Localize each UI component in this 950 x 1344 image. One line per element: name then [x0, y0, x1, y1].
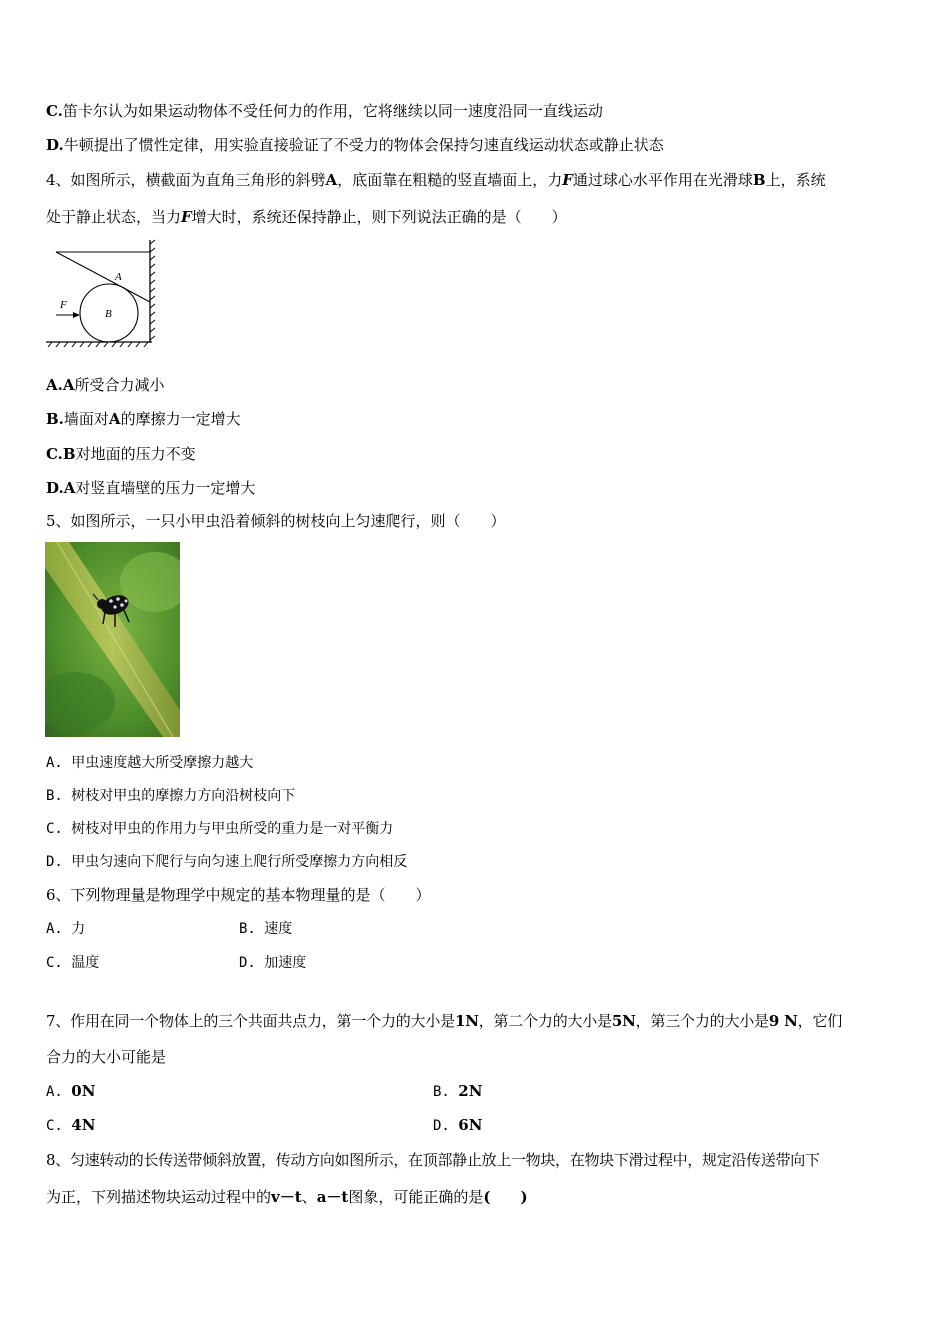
q4-option-b [46, 409, 241, 429]
option-value: 4N [71, 1116, 96, 1134]
q8-stem-line1: 8、匀速转动的长传送带倾斜放置，传动方向如图所示，在顶部静止放上一物块，在物块下滑过程中，规定沿传送带向下 [46, 1151, 820, 1169]
label-b: B [105, 308, 112, 320]
text: ，第三个力的大小是 [635, 1012, 769, 1030]
q4-wedge-ball-figure [44, 238, 156, 350]
option-letter: C. [46, 1118, 72, 1134]
option-text: 所受合力减小 [74, 376, 165, 394]
q3-option-d [46, 135, 664, 155]
option-value: 0N [71, 1082, 96, 1100]
option-text: 的摩擦力一定增大 [120, 410, 241, 428]
q4-option-a [46, 375, 165, 395]
text: ，底面靠在粗糙的竖直墙面上，力 [337, 171, 563, 189]
force-value: 1N [454, 1012, 479, 1030]
option-text: 对地面的压力不变 [75, 445, 196, 463]
q5-option-a: A. 甲虫速度越大所受摩擦力越大 [46, 755, 254, 771]
option-letter: A.A [46, 376, 75, 394]
q4-option-d [46, 478, 255, 498]
option-letter: D.A [46, 479, 76, 497]
option-text: 对竖直墙壁的压力一定增大 [75, 479, 256, 497]
option-letter: D. [46, 136, 64, 154]
q7-option-d [433, 1115, 482, 1136]
q5-option-d: D. 甲虫匀速向下爬行与向匀速上爬行所受摩擦力方向相反 [46, 854, 408, 870]
text: 4、如图所示，横截面为直角三角形的斜劈 [46, 171, 326, 189]
option-value: 2N [458, 1082, 483, 1100]
option-letter: D. [433, 1118, 459, 1134]
text: 通过球心水平作用在光滑球 [572, 171, 753, 189]
option-text: 笛卡尔认为如果运动物体不受任何力的作用，它将继续以同一速度沿同一直线运动 [62, 102, 603, 120]
q6-option-c: C. 温度 [46, 955, 100, 971]
q3-option-c [46, 101, 603, 121]
option-letter: C. [46, 102, 63, 120]
graph-type: a－t [316, 1188, 349, 1206]
symbol-f: F [562, 171, 573, 189]
q7-stem-line2: 合力的大小可能是 [46, 1048, 167, 1066]
q7-stem-line1 [46, 1011, 842, 1031]
q4-stem-line2 [46, 207, 567, 227]
q5-option-c: C. 树枝对甲虫的作用力与甲虫所受的重力是一对平衡力 [46, 821, 394, 837]
q4-option-c [46, 444, 196, 464]
symbol-a: A [325, 171, 338, 189]
text: 增大时，系统还保持静止，则下列说法正确的是（ ） [191, 208, 567, 226]
symbol-a: A [108, 410, 121, 428]
graph-type: v－t [271, 1188, 302, 1206]
answer-paren: ( ) [483, 1188, 528, 1206]
symbol-b: B [752, 171, 766, 189]
text: 图象，可能正确的是 [348, 1188, 484, 1206]
option-letter: A. [46, 1084, 72, 1100]
text: 为正，下列描述物块运动过程中的 [46, 1188, 272, 1206]
label-f: F [60, 299, 67, 311]
force-value: 5N [611, 1012, 636, 1030]
q7-option-c [46, 1115, 95, 1136]
text: ，第二个力的大小是 [478, 1012, 612, 1030]
option-letter: C.B [46, 445, 76, 463]
q4-stem-line1 [46, 170, 826, 190]
text: 处于静止状态，当力 [46, 208, 182, 226]
option-value: 6N [458, 1116, 483, 1134]
option-text: 墙面对 [63, 410, 109, 428]
q8-stem-line2 [46, 1187, 528, 1207]
q5-stem: 5、如图所示，一只小甲虫沿着倾斜的树枝向上匀速爬行，则（ ） [46, 512, 506, 530]
text: 、 [301, 1188, 317, 1206]
q7-option-a [46, 1081, 95, 1102]
text: ，它们 [797, 1012, 843, 1030]
text: 上，系统 [765, 171, 826, 189]
text: 7、作用在同一个物体上的三个共面共点力，第一个力的大小是 [46, 1012, 455, 1030]
q6-option-b: B. 速度 [239, 921, 293, 937]
option-letter: B. [433, 1084, 459, 1100]
q6-option-a: A. 力 [46, 921, 86, 937]
q7-option-b [433, 1081, 482, 1102]
q6-option-d: D. 加速度 [239, 955, 307, 971]
force-value: 9 N [768, 1012, 798, 1030]
symbol-f: F [181, 208, 192, 226]
beetle-on-branch-photo [45, 542, 180, 737]
option-text: 牛顿提出了惯性定律，用实验直接验证了不受力的物体会保持匀速直线运动状态或静止状态 [63, 136, 664, 154]
q6-stem: 6、下列物理量是物理学中规定的基本物理量的是（ ） [46, 886, 431, 904]
option-letter: B. [46, 410, 64, 428]
label-a: A [115, 271, 122, 283]
q5-option-b: B. 树枝对甲虫的摩擦力方向沿树枝向下 [46, 788, 296, 804]
